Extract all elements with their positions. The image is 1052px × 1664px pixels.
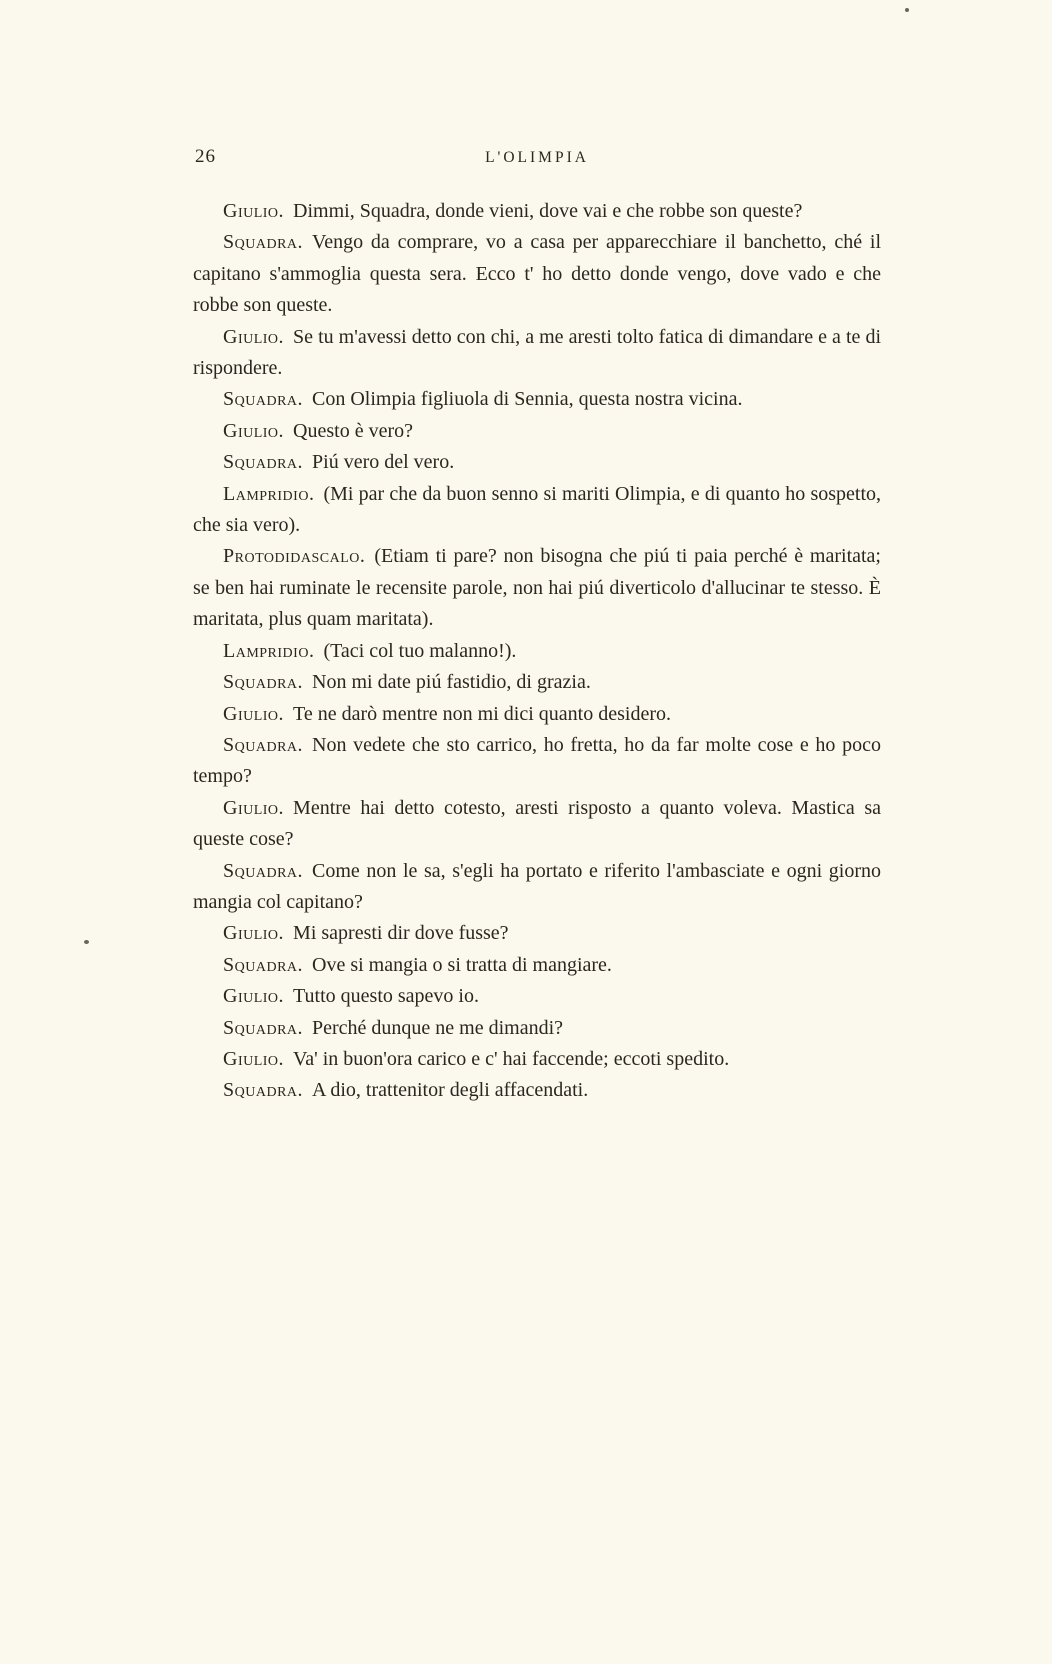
speech-text: Te ne darò mentre non mi dici quanto desidero. [293, 702, 671, 725]
dialogue-line [193, 1013, 881, 1044]
speaker-name: Squadra. [223, 1016, 304, 1039]
speech-text: Vengo da comprare, vo a casa per apparecchiare il banchetto, ché il capitano s'ammoglia questa sera. Ecco t' ho detto donde vengo, dove vado e che robbe son queste. [193, 231, 881, 317]
dialogue-line [193, 1044, 881, 1075]
dialogue-line [193, 196, 881, 227]
speaker-name: Lampridio. [223, 639, 315, 662]
speaker-name: Protodidascalo. [223, 545, 366, 568]
speech-text: Con Olimpia figliuola di Sennia, questa nostra vicina. [312, 388, 743, 411]
page-number: 26 [195, 146, 216, 167]
dialogue-line [193, 447, 881, 478]
speech-text: Mentre hai detto cotesto, aresti risposto a quanto voleva. Mastica sa queste cose? [193, 796, 881, 851]
speech-text: Se tu m'avessi detto con chi, a me aresti tolto fatica di dimandare e a te di rispondere. [193, 325, 881, 380]
dialogue-line [193, 384, 881, 415]
dialogue-line [193, 416, 881, 447]
dialogue-line [193, 856, 881, 919]
speaker-name: Giulio. [223, 419, 285, 442]
speaker-name: Squadra. [223, 953, 304, 976]
speech-text: Piú vero del vero. [312, 451, 455, 474]
speaker-name: Lampridio. [223, 482, 315, 505]
speaker-name: Squadra. [223, 451, 304, 474]
speech-text: (Etiam ti pare? non bisogna che piú ti paia perché è maritata; se ben hai ruminate le recensite parole, non hai piú diverticolo d'allucinar te stesso. È maritata, plus quam maritata). [193, 545, 881, 631]
dialogue-line [193, 730, 881, 793]
dialogue-line [193, 1075, 881, 1106]
speech-text: Mi sapresti dir dove fusse? [293, 922, 509, 945]
speech-text: Questo è vero? [293, 419, 413, 442]
speaker-name: Giulio. [223, 1047, 285, 1070]
dialogue-line [193, 322, 881, 385]
speaker-name: Giulio. [223, 985, 285, 1008]
scan-speck [84, 940, 89, 944]
dialogue-line [193, 636, 881, 667]
dialogue-line [193, 699, 881, 730]
speaker-name: Giulio. [223, 702, 285, 725]
speaker-name: Giulio. [223, 922, 285, 945]
speech-text: Ove si mangia o si tratta di mangiare. [312, 953, 612, 976]
speech-text: A dio, trattenitor degli affacendati. [312, 1079, 589, 1102]
dialogue-line [193, 793, 881, 856]
scan-speck [905, 8, 909, 12]
dialogue-line [193, 950, 881, 981]
speech-text: Perché dunque ne me dimandi? [312, 1016, 564, 1039]
speech-text: (Taci col tuo malanno!). [323, 639, 517, 662]
dialogue-line [193, 667, 881, 698]
speaker-name: Giulio. [223, 796, 285, 819]
speech-text: Tutto questo sapevo io. [293, 985, 479, 1008]
speaker-name: Squadra. [223, 859, 304, 882]
speech-text: Va' in buon'ora carico e c' hai faccende; eccoti spedito. [293, 1047, 730, 1070]
dialogue-line [193, 541, 881, 635]
running-title: L'OLIMPIA [485, 149, 589, 166]
page-header [193, 146, 881, 170]
dialogue-line [193, 227, 881, 321]
speech-text: Non mi date piú fastidio, di grazia. [312, 671, 591, 694]
speaker-name: Squadra. [223, 733, 304, 756]
play-text [193, 196, 881, 1107]
speech-text: Dimmi, Squadra, donde vieni, dove vai e che robbe son queste? [293, 200, 803, 222]
dialogue-line [193, 981, 881, 1012]
speaker-name: Squadra. [223, 671, 304, 694]
dialogue-line [193, 918, 881, 949]
speaker-name: Giulio. [223, 200, 285, 222]
speaker-name: Squadra. [223, 388, 304, 411]
speech-text: Come non le sa, s'egli ha portato e riferito l'ambasciate e ogni giorno mangia col capitano? [193, 859, 881, 913]
speech-text: (Mi par che da buon senno si mariti Olimpia, e di quanto ho sospetto, che sia vero). [193, 482, 881, 537]
speech-text: Non vedete che sto carrico, ho fretta, ho da far molte cose e ho poco tempo? [193, 733, 881, 788]
speaker-name: Squadra. [223, 1079, 304, 1102]
speaker-name: Giulio. [223, 325, 285, 348]
dialogue-line [193, 479, 881, 542]
speaker-name: Squadra. [223, 231, 304, 254]
